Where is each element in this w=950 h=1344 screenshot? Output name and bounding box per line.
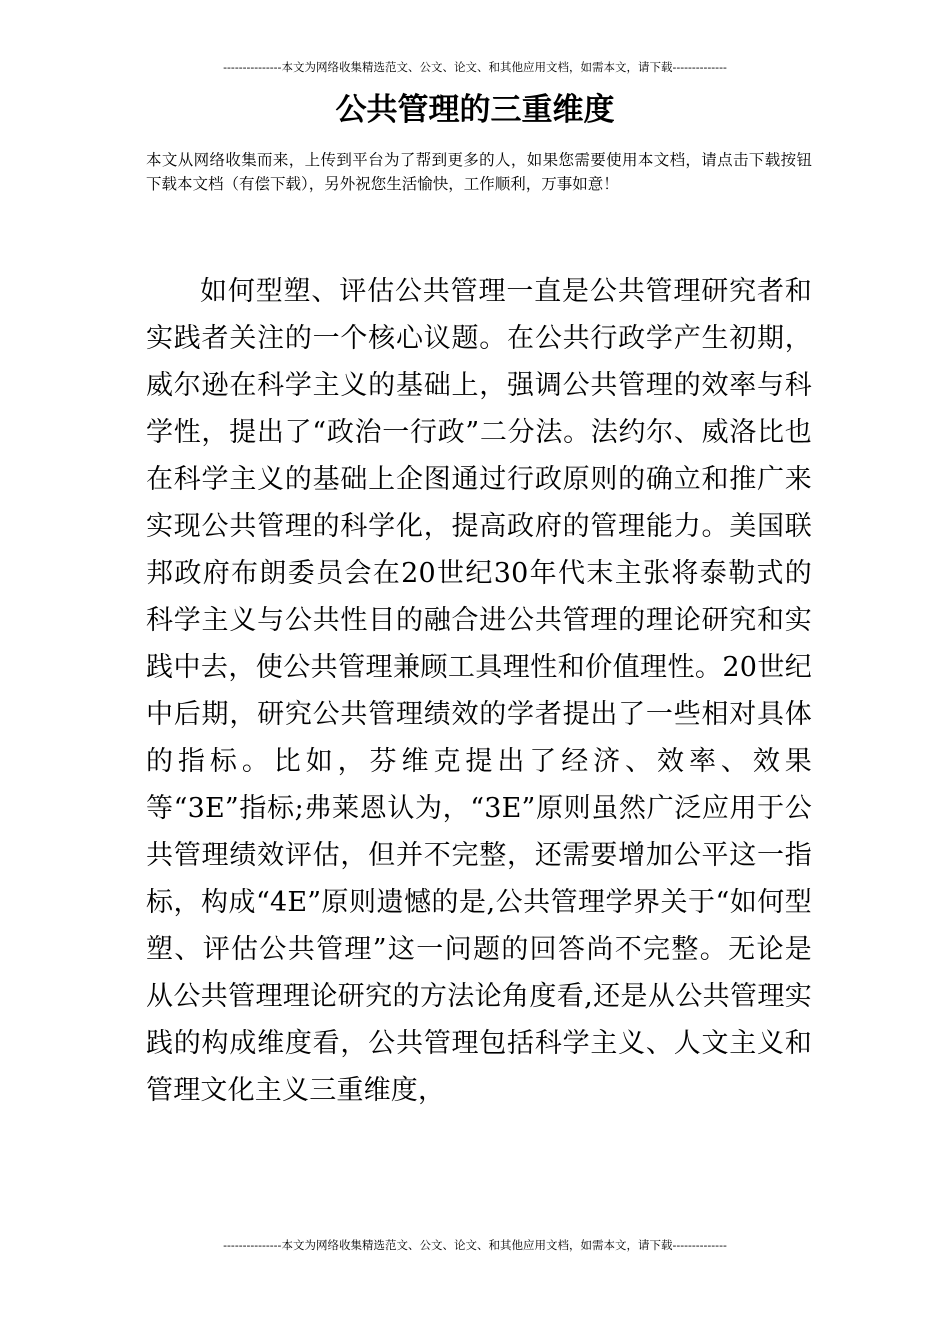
body-paragraph: 如何型塑、评估公共管理一直是公共管理研究者和实践者关注的一个核心议题。在公共行政学产生初期，威尔逊在科学主义的基础上，强调公共管理的效率与科学性，提出了“政治一行政”二分法。法约尔、威洛比也在科学主义的基础上企图通过行政原则的确立和推广来实现公共管理的科学化，提高政府的管理能力。美国联邦政府布朗委员会在20世纪30年代末主张将泰勒式的科学主义与公共性目的融合进公共管理的理论研究和实践中去，使公共管理兼顾工具理性和价值理性。20世纪中后期，研究公共管理绩效的学者提出了一些相对具体的指标。比如，芬维克提出了经济、效率、效果等“3E”指标;弗莱恩认为，“3E”原则虽然广泛应用于公共管理绩效评估，但并不完整，还需要增加公平这一指标，构成“4E”原则遗憾的是,公共管理学界关于“如何型塑、评估公共管理”这一问题的回答尚不完整。无论是从公共管理理论研究的方法论角度看,还是从公共管理实践的构成维度看，公共管理包括科学主义、人文主义和管理文化主义三重维度， [146,276,812,1106]
footer-banner: ---------------本文为网络收集精选范文、公文、论文、和其他应用文档，如需本文，请下载-------------- [223,1238,727,1252]
document-title: 公共管理的三重维度 [335,92,615,128]
download-notice: 本文从网络收集而来，上传到平台为了帮到更多的人，如果您需要使用本文档，请点击下载按钮下载本文档（有偿下载），另外祝您生活愉快，工作顺利，万事如意！ [146,151,812,193]
header-banner: ---------------本文为网络收集精选范文、公文、论文、和其他应用文档，如需本文，请下载-------------- [223,60,727,74]
